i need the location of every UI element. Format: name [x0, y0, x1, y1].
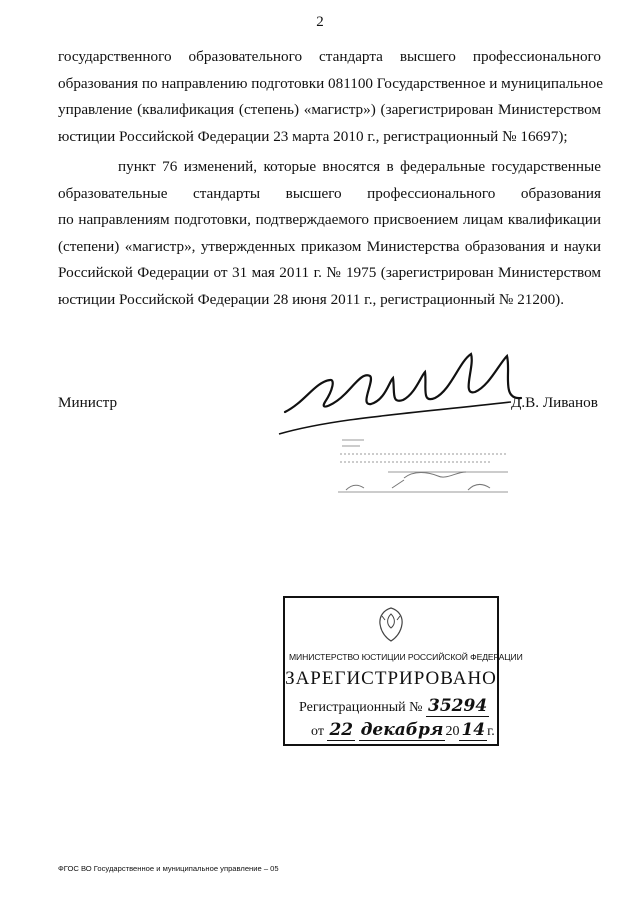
- paragraph-1: [58, 44, 604, 150]
- paragraph-2-line: Российской Федерации от 31 мая 2011 г. № 1975 (зарегистрирован Министерством: [58, 264, 601, 281]
- stamp-date-day: 22: [329, 720, 354, 740]
- paragraph-2-line: образовательные стандарты высшего профессионального образования: [58, 184, 601, 202]
- page-number: 2: [316, 14, 324, 30]
- stamp-date-prefix: от: [311, 724, 324, 739]
- copy-stamp: [318, 432, 518, 506]
- handwritten-signature: [275, 342, 525, 442]
- paragraph-2-line: юстиции Российской Федерации 28 июня 2011 г., регистрационный № 21200).: [58, 290, 565, 308]
- paragraph-1-line: управление (квалификация (степень) «магистр») (зарегистрирован Министерством: [58, 101, 601, 118]
- stamp-number-row: [299, 696, 489, 717]
- paragraph-1-line: юстиции Российской Федерации 23 марта 2010 г., регистрационный № 16697);: [58, 127, 568, 145]
- stamp-date-suffix: г.: [487, 724, 495, 739]
- signer-title: Министр: [58, 394, 118, 411]
- registration-stamp: [283, 596, 523, 746]
- stamp-number-label: Регистрационный №: [299, 700, 423, 715]
- coat-of-arms-icon: [374, 604, 408, 644]
- paragraph-2-line: пункт 76 изменений, которые вносятся в федеральные государственные: [118, 158, 601, 175]
- stamp-title: ЗАРЕГИСТРИРОВАНО: [285, 668, 497, 689]
- paragraph-1-line: образования по направлению подготовки 081100 Государственное и муниципальное: [58, 74, 604, 92]
- paragraph-2-line: (степени) «магистр», утвержденных приказом Министерства образования и науки: [58, 237, 601, 255]
- footer-note: ФГОС ВО Государственное и муниципальное управление – 05: [58, 864, 279, 873]
- paragraph-2: [58, 154, 601, 313]
- stamp-ministry: МИНИСТЕРСТВО ЮСТИЦИИ РОССИЙСКОЙ ФЕДЕРАЦИИ: [289, 652, 523, 662]
- stamp-number-value: 35294: [428, 696, 488, 716]
- stamp-date-year-prefix: 20: [445, 724, 460, 739]
- paragraph-2-line: по направлениям подготовки, подтверждаемого присвоением лицам квалификации: [58, 211, 601, 228]
- paragraph-1-line: государственного образовательного стандарта высшего профессионального: [58, 48, 601, 65]
- stamp-date-month: декабря: [360, 720, 444, 740]
- stamp-date-row: [311, 720, 495, 741]
- signer-name: Д.В. Ливанов: [511, 394, 598, 411]
- stamp-date-year: 14: [461, 720, 486, 740]
